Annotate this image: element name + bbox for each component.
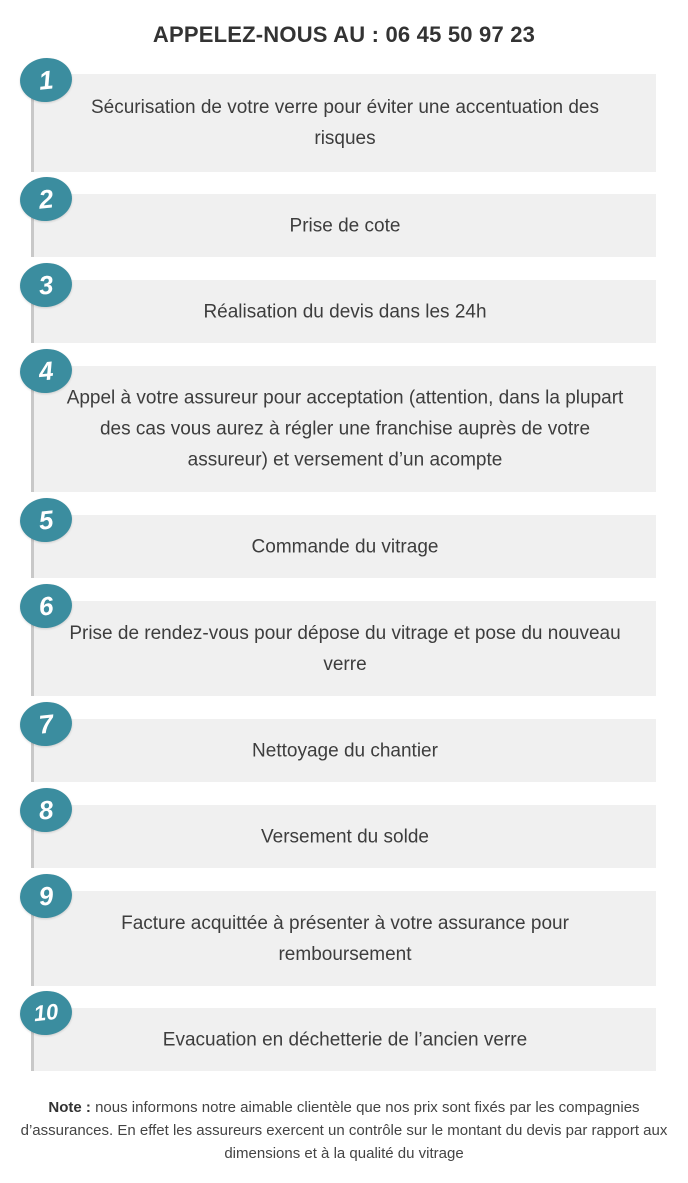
step-4 bbox=[31, 366, 656, 492]
step-10 bbox=[31, 1008, 656, 1071]
pricing-note bbox=[8, 1096, 680, 1165]
step-3 bbox=[31, 280, 656, 343]
step-5-number-badge: 5 bbox=[18, 495, 74, 544]
step-2 bbox=[31, 194, 656, 257]
step-1-number-badge: 1 bbox=[18, 55, 74, 104]
step-5 bbox=[31, 515, 656, 578]
step-10-number-badge: 10 bbox=[18, 988, 74, 1037]
step-8 bbox=[31, 805, 656, 868]
step-8-number-badge: 8 bbox=[18, 785, 74, 834]
note-label: Note : bbox=[48, 1099, 91, 1116]
step-10-text: Evacuation en déchetterie de l’ancien verre bbox=[162, 1029, 528, 1050]
step-2-number-badge: 2 bbox=[18, 174, 74, 223]
step-1 bbox=[31, 74, 656, 172]
step-3-text: Réalisation du devis dans les 24h bbox=[203, 301, 487, 322]
step-6-number-badge: 6 bbox=[18, 581, 74, 630]
step-1-text: Sécurisation de votre verre pour éviter une accentuation des risques bbox=[90, 97, 600, 149]
step-4-number-badge: 4 bbox=[18, 346, 74, 395]
step-3-number-badge: 3 bbox=[18, 260, 74, 309]
step-7-text: Nettoyage du chantier bbox=[252, 740, 438, 761]
step-9 bbox=[31, 891, 656, 986]
step-8-text: Versement du solde bbox=[261, 826, 429, 847]
note-text: nous informons notre aimable clientèle que nos prix sont fixés par les compagnies d’assurances. En effet les assureurs exercent un contrôle sur le montant du devis par rapport aux dimensions et à la qualité du vitrage bbox=[20, 1099, 668, 1162]
phone-heading: APPELEZ-NOUS AU : 06 45 50 97 23 bbox=[152, 22, 536, 47]
step-2-text: Prise de cote bbox=[289, 215, 401, 236]
step-9-text: Facture acquittée à présenter à votre assurance pour remboursement bbox=[121, 912, 569, 965]
step-6-text: Prise de rendez-vous pour dépose du vitrage et pose du nouveau verre bbox=[69, 622, 621, 675]
step-4-text: Appel à votre assureur pour acceptation (attention, dans la plupart des cas vous aurez à régler une franchise auprès de votre assureur) et versement d’un acompte bbox=[66, 387, 624, 471]
step-7 bbox=[31, 719, 656, 782]
step-7-number-badge: 7 bbox=[18, 699, 74, 748]
step-5-text: Commande du vitrage bbox=[251, 536, 439, 557]
step-9-number-badge: 9 bbox=[18, 871, 74, 920]
step-6 bbox=[31, 601, 656, 696]
